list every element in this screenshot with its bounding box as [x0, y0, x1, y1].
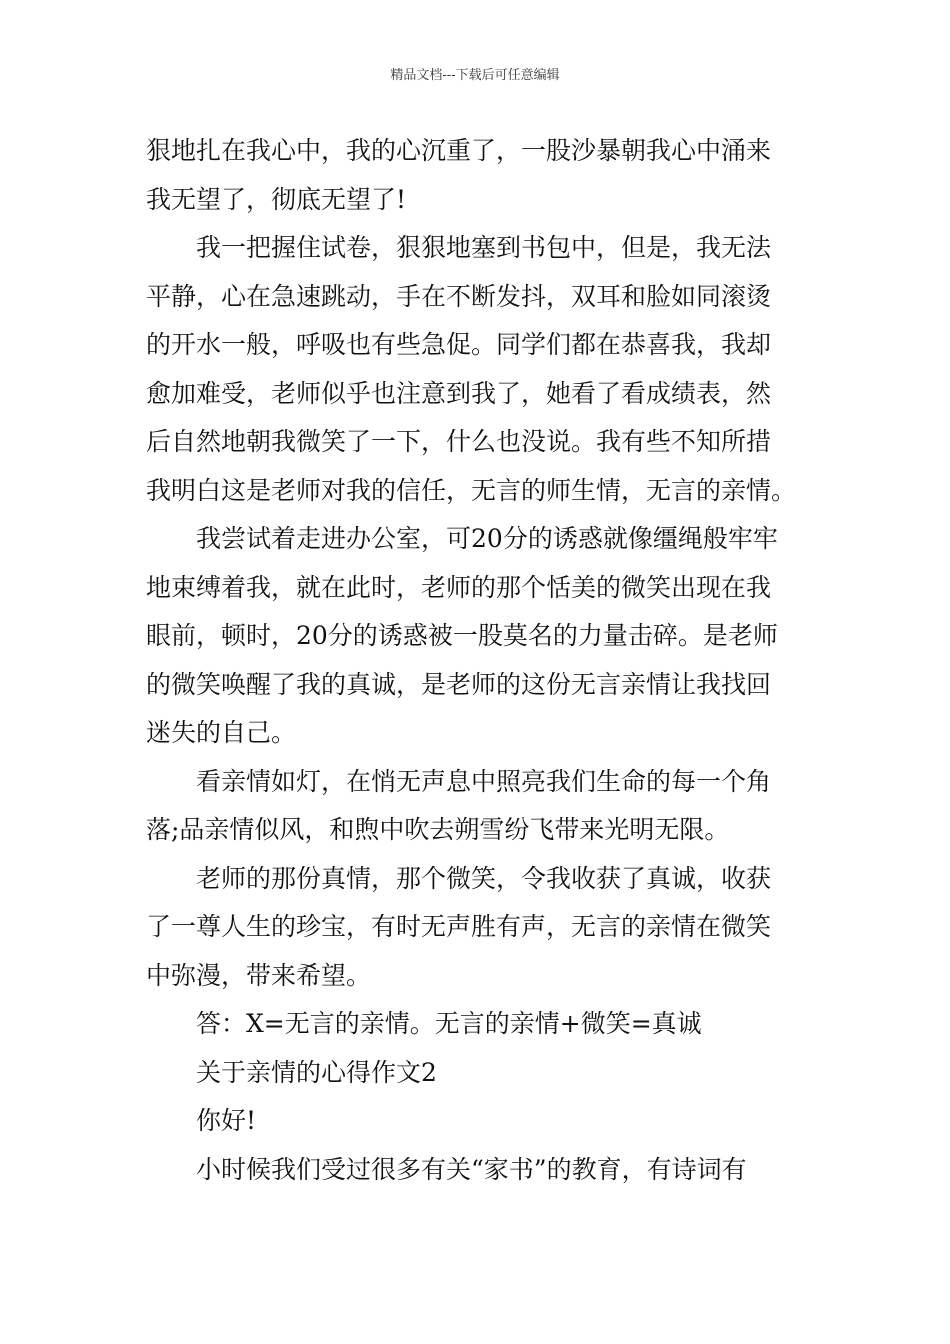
page-header: 精品文档---下载后可任意编辑 [390, 68, 560, 83]
text-line: 你好! [196, 1106, 257, 1135]
text-line: 狠地扎在我心中，我的心沉重了，一股沙暴朝我心中涌来 [146, 136, 772, 165]
text-line: 迷失的自己。 [146, 718, 297, 747]
text-line: 中弥漫，带来希望。 [146, 960, 372, 990]
text-line: 我一把握住试卷，狠狠地塞到书包中，但是，我无法 [196, 233, 772, 262]
text-line: 我明白这是老师对我的信任，无言的师生情，无言的亲情。 [146, 475, 797, 505]
text-line: 眼前，顿时，20分的诱惑被一股莫名的力量击碎。是老师 [146, 621, 778, 650]
text-line: 的开水一般，呼吸也有些急促。同学们都在恭喜我，我却 [146, 330, 772, 359]
text-line: 的微笑唤醒了我的真诚，是老师的这份无言亲情让我找回 [146, 669, 772, 699]
text-line: 看亲情如灯，在悄无声息中照亮我们生命的每一个角 [196, 766, 772, 796]
text-line: 我尝试着走进办公室，可20分的诱惑就像缰绳般牢牢 [196, 524, 778, 553]
text-line: 小时候我们受过很多有关“家书”的教育，有诗词有 [196, 1154, 747, 1184]
body-text [146, 127, 808, 1194]
text-line: 落;品亲情似风，和煦中吹去朔雪纷飞带来光明无限。 [146, 815, 730, 844]
text-line: 愈加难受，老师似乎也注意到我了，她看了看成绩表，然 [146, 378, 772, 408]
text-line: 我无望了，彻底无望了! [146, 184, 407, 214]
text-line: 答：X=无言的亲情。无言的亲情+微笑=真诚 [196, 1009, 702, 1038]
text-line: 地束缚着我，就在此时，老师的那个恬美的微笑出现在我 [146, 572, 772, 602]
text-line: 关于亲情的心得作文2 [196, 1057, 437, 1087]
text-line: 平静，心在急速跳动，手在不断发抖，双耳和脸如同滚烫 [146, 281, 772, 311]
text-line: 了一尊人生的珍宝，有时无声胜有声，无言的亲情在微笑 [146, 912, 772, 941]
text-line: 老师的那份真情，那个微笑，令我收获了真诚，收获 [196, 863, 772, 893]
text-line: 后自然地朝我微笑了一下，什么也没说。我有些不知所措 [146, 427, 772, 456]
